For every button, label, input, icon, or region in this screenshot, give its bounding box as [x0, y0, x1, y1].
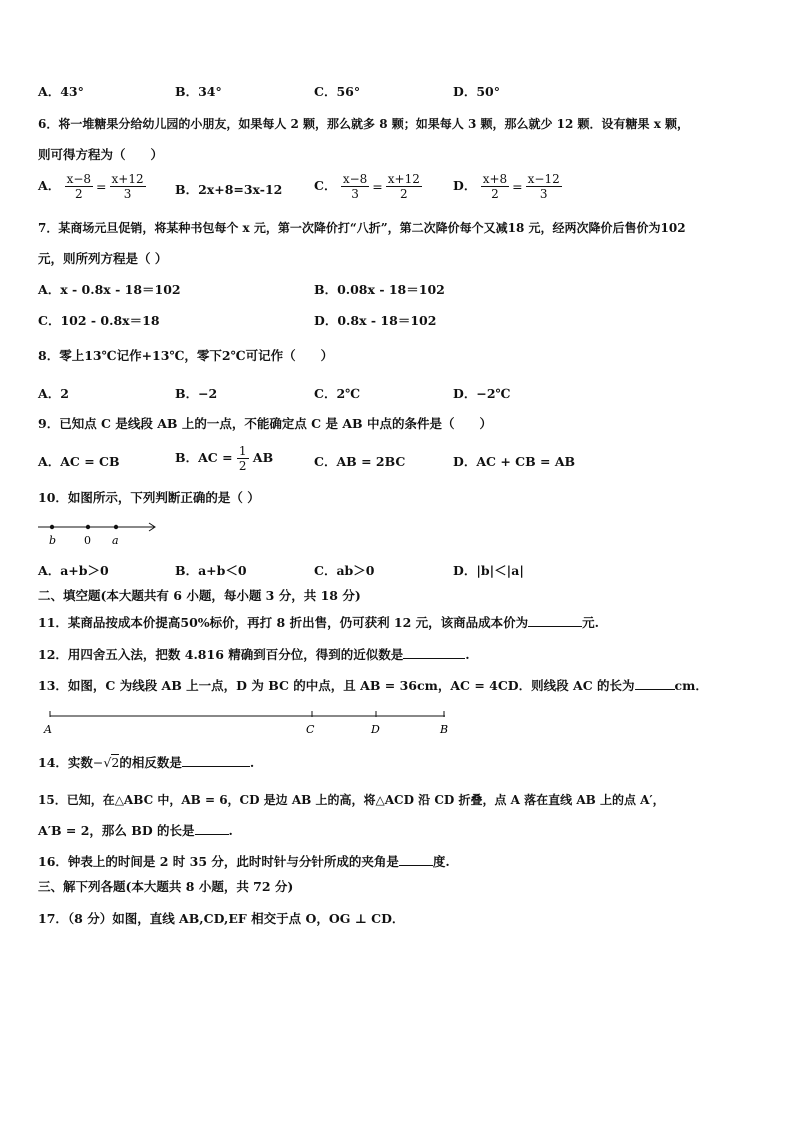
- q10-stem: 10．如图所示，下列判断正确的是（ ）: [38, 490, 260, 505]
- q6-d-label: D．: [453, 178, 477, 193]
- label-b: b: [49, 534, 57, 547]
- point-a: [114, 525, 118, 529]
- q9-b-tail: AB: [252, 450, 274, 465]
- q15-line2: A′B = 2，那么 BD 的长是 .: [38, 823, 233, 838]
- label-D: D: [371, 723, 380, 736]
- q7-stem-line2: 元，则所列方程是（ ）: [38, 251, 168, 266]
- q6-d-right-fraction: $\frac{x-12}{3}$: [527, 172, 560, 201]
- label-0: 0: [84, 534, 91, 547]
- q6-d-left-fraction: $\frac{x+8}{2}$: [482, 172, 508, 201]
- q16: 16．钟表上的时间是 2 时 35 分，此时时针与分针所成的夹角是 度.: [38, 854, 450, 869]
- point-b: [50, 525, 54, 529]
- sqrt-radicand: 2: [111, 755, 120, 770]
- q15-line1: 15．已知，在△ABC 中，AB = 6，CD 是边 AB 上的高，将△ACD 沿 CD 折叠，点 A 落在直线 AB 上的点 A′，: [38, 793, 665, 807]
- sqrt-icon: √: [103, 755, 112, 770]
- q5-option-b: B．34°: [175, 84, 222, 99]
- q8-option-c: C．2℃: [314, 386, 361, 401]
- q6-c-label: C．: [314, 178, 337, 193]
- q5-option-a: A．43°: [38, 84, 84, 99]
- q10-option-b: B．a+b＜0: [175, 563, 247, 578]
- q6-a-label: A．: [38, 178, 61, 193]
- q6-a-left-fraction: $\frac{x-8}{2}$: [66, 172, 92, 201]
- q6-option-d: D． $\frac{x+8}{2}$ = $\frac{x-12}{3}$: [453, 172, 560, 201]
- q13-answer-blank[interactable]: [635, 677, 675, 690]
- label-C: C: [306, 723, 315, 736]
- q11: 11．某商品按成本价提高50%标价，再打 8 折出售，仍可获利 12 元，该商品成本价为 元.: [38, 615, 600, 630]
- q12: 12．用四舍五入法，把数 4.816 精确到百分位，得到的近似数是 .: [38, 647, 470, 662]
- q9-stem: 9．已知点 C 是线段 AB 上的一点，不能确定点 C 是 AB 中点的条件是（ ）: [38, 416, 492, 431]
- q7-option-a: A．x - 0.8x - 18＝102: [38, 282, 181, 297]
- q9-option-c: C．AB = 2BC: [314, 454, 406, 469]
- q9-option-b: [175, 444, 273, 473]
- q12-answer-blank[interactable]: [403, 646, 465, 659]
- q5-option-d: D．50°: [453, 84, 500, 99]
- q14: 14．实数−√2的相反数是 .: [38, 755, 255, 770]
- q13: 13．如图，C 为线段 AB 上一点，D 为 BC 的中点，且 AB = 36cm，AC = 4CD．则线段 AC 的长为 cm．: [38, 678, 708, 693]
- q9-option-a: A．AC = CB: [38, 454, 120, 469]
- q5-option-c: C．56°: [314, 84, 361, 99]
- q10-option-c: C．ab＞0: [314, 563, 375, 578]
- q13-segment-figure: [40, 707, 460, 737]
- label-a: a: [112, 534, 119, 547]
- q15-answer-blank[interactable]: [195, 822, 229, 835]
- q8-option-a: A．2: [38, 386, 69, 401]
- label-A: A: [44, 723, 52, 736]
- section-2-heading: 二、填空题(本大题共有 6 小题，每小题 3 分，共 18 分): [38, 588, 361, 603]
- q6-stem-line1: 6．将一堆糖果分给幼儿园的小朋友，如果每人 2 颗，那么就多 8 颗；如果每人 3 颗，那么就少 12 颗．设有糖果 x 颗，: [38, 117, 690, 131]
- q6-c-right-fraction: $\frac{x+12}{2}$: [387, 172, 420, 201]
- q14-answer-blank[interactable]: [182, 754, 250, 767]
- q6-a-right-fraction: $\frac{x+12}{3}$: [111, 172, 144, 201]
- q9-b-label: B．AC =: [175, 450, 233, 465]
- q7-option-c: C．102 - 0.8x＝18: [38, 313, 160, 328]
- section-3-heading: 三、解下列各题(本大题共 8 小题，共 72 分): [38, 879, 294, 894]
- q6-c-left-fraction: $\frac{x-8}{3}$: [342, 172, 368, 201]
- q9-b-fraction: $\frac{1}{2}$: [238, 444, 247, 473]
- q6-option-b: B．2x+8=3x-12: [175, 182, 283, 197]
- q10-option-d: D．|b|＜|a|: [453, 563, 524, 578]
- q6-option-c: C． $\frac{x-8}{3}$ = $\frac{x+12}{2}$: [314, 172, 420, 201]
- q8-option-b: B．−2: [175, 386, 218, 401]
- q8-stem: 8．零上13℃记作+13℃，零下2℃可记作（ ）: [38, 348, 334, 363]
- q9-option-d: D．AC + CB = AB: [453, 454, 576, 469]
- label-B: B: [440, 723, 449, 736]
- q7-option-b: B．0.08x - 18＝102: [314, 282, 445, 297]
- q16-answer-blank[interactable]: [399, 853, 433, 866]
- q7-option-d: D．0.8x - 18＝102: [314, 313, 437, 328]
- q10-number-line-figure: [36, 518, 161, 548]
- q7-stem-line1: 7．某商场元旦促销，将某种书包每个 x 元，第一次降价打“八折”，第二次降价每个又减18 元，经两次降价后售价为102: [38, 221, 686, 235]
- q6-stem-line2: 则可得方程为（ ）: [38, 147, 164, 162]
- q8-option-d: D．−2℃: [453, 386, 511, 401]
- point-0: [86, 525, 90, 529]
- q17-stem: 17．（8 分）如图，直线 AB,CD,EF 相交于点 O，OG ⊥ CD．: [38, 911, 405, 926]
- q6-option-a: A． $\frac{x-8}{2}$ = $\frac{x+12}{3}$: [38, 172, 144, 201]
- q10-option-a: A．a+b＞0: [38, 563, 109, 578]
- q11-answer-blank[interactable]: [528, 614, 582, 627]
